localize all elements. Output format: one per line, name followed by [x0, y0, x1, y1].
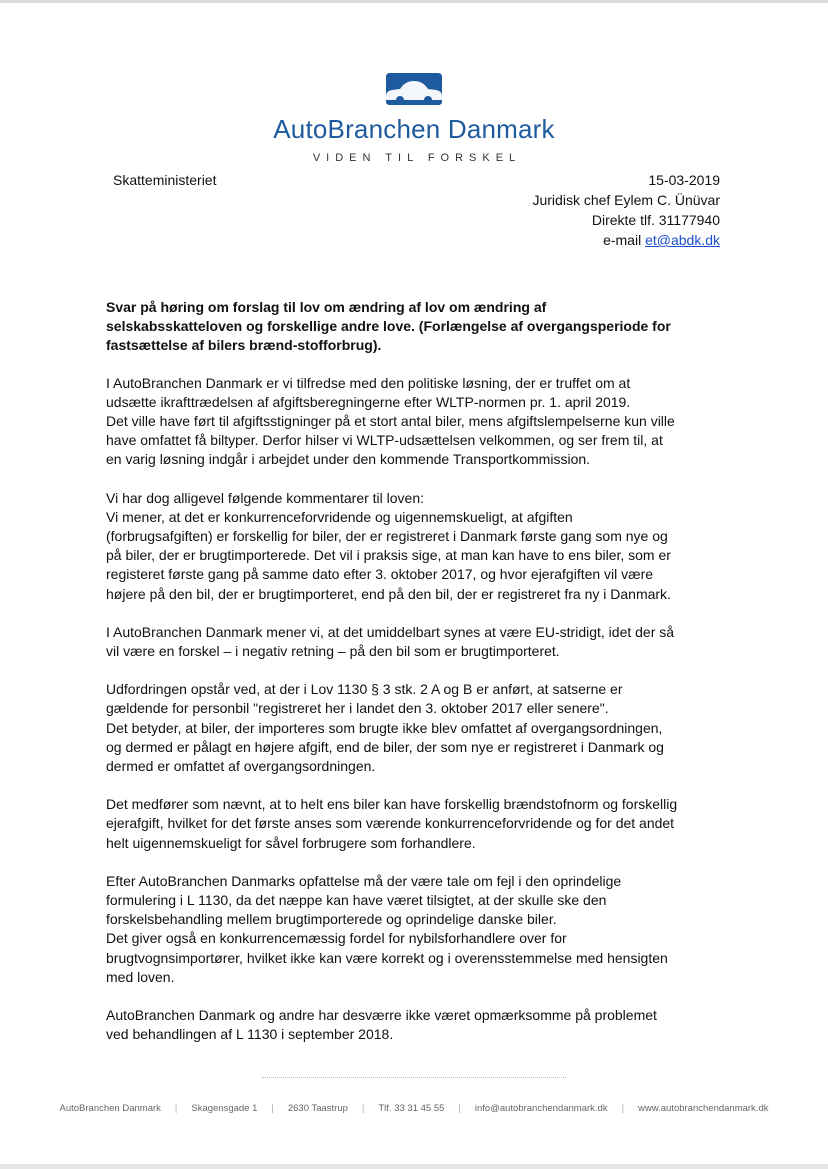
text-line: helt uigennemskueligt for såvel forbrugere som forhandlere.	[106, 834, 476, 851]
footer-phone: Tlf. 33 31 45 55	[378, 1103, 445, 1114]
subject-line: fastsættelse af bilers brænd-stofforbrug).	[106, 337, 382, 354]
footer-divider	[262, 1077, 566, 1078]
text-line: Efter AutoBranchen Danmarks opfattelse må der være tale om fejl i den oprindelige	[106, 872, 622, 889]
subject-line: Svar på høring om forslag til lov om ændring af lov om ændring af	[106, 299, 547, 315]
footer-company: AutoBranchen Danmark	[59, 1103, 161, 1114]
letter-body	[106, 298, 718, 1064]
bottom-border	[0, 1164, 828, 1169]
brand-name: AutoBranchen Danmark	[273, 114, 555, 144]
paragraph	[106, 795, 718, 853]
paragraph	[106, 374, 718, 470]
text-line: dermed er omfattet af overgangsordningen.	[106, 758, 376, 775]
paragraph	[106, 489, 718, 604]
footer-separator: |	[361, 1103, 365, 1114]
footer-website[interactable]: www.autobranchendanmark.dk	[638, 1103, 769, 1114]
text-line: på biler, der er brugtimporterede. Det vil i praksis sige, at man kan have to ens biler, som er	[106, 547, 671, 564]
sender-email-row	[532, 230, 720, 250]
text-line: ved behandlingen af L 1130 i september 2018.	[106, 1026, 394, 1043]
text-line: Det betyder, at biler, der importeres som brugte ikke blev omfattet af overgangsordningen,	[106, 719, 663, 736]
text-line: Det giver også en konkurrencemæssig fordel for nybilsforhandlere over for	[106, 930, 567, 947]
text-line: (forbrugsafgiften) er forskellig for biler, der er registreret i Danmark første gang som nye og	[106, 528, 668, 545]
sender-email-link[interactable]: et@abdk.dk	[645, 232, 720, 248]
text-line: have omfattet få biltyper. Derfor hilser vi WLTP-udsættelsen velkommen, og ser frem til, at	[106, 432, 663, 449]
text-line: Vi har dog alligevel følgende kommentarer til loven:	[106, 489, 425, 506]
text-line: registeret første gang på samme dato efter 3. oktober 2017, og hvor ejerafgiften vil være	[106, 566, 654, 583]
email-label: e-mail	[603, 232, 642, 248]
text-line: ejerafgift, hvilket for det første anses som værende konkurrenceforvridende og for det andet	[106, 815, 675, 832]
text-line: I AutoBranchen Danmark mener vi, at det umiddelbart synes at være EU-stridigt, idet der så	[106, 623, 675, 640]
car-logo-icon	[382, 72, 446, 106]
text-line: Det ville have ført til afgiftsstigninger på et stort antal biler, mens afgiftslempelserne kun ville	[106, 413, 675, 430]
text-line: Det medfører som nævnt, at to helt ens biler kan have forskellig brændstofnorm og forskellig	[106, 796, 678, 813]
text-line: højere på den bil, der er brugtimporteret, end på den bil, der er registreret fra ny i Danmark.	[106, 585, 671, 602]
letter-date: 15-03-2019	[648, 172, 720, 188]
footer-email[interactable]: info@autobranchendanmark.dk	[474, 1103, 608, 1114]
text-line: Vi mener, at det er konkurrenceforvridende og uigennemskueligt, at afgiften	[106, 508, 573, 525]
text-line: Udfordringen opstår ved, at der i Lov 1130 § 3 stk. 2 A og B er anført, at satserne er	[106, 681, 623, 698]
sender-name: Juridisk chef Eylem C. Ünüvar	[532, 192, 720, 208]
sender-phone: Direkte tlf. 31177940	[591, 212, 720, 228]
text-line: og dermed er pålagt en højere afgift, end de biler, der som nye er registreret i Danmark og	[106, 738, 664, 755]
brand-tagline: VIDEN TIL FORSKEL	[312, 152, 522, 164]
footer-separator: |	[621, 1103, 625, 1114]
text-line: med loven.	[106, 968, 175, 985]
paragraph	[106, 623, 718, 661]
text-line: AutoBranchen Danmark og andre har desværre ikke været opmærksomme på problemet	[106, 1007, 657, 1024]
footer-separator: |	[271, 1103, 274, 1114]
text-line: I AutoBranchen Danmark er vi tilfredse med den politiske løsning, der er truffet om at	[106, 374, 631, 391]
footer-city: 2630 Taastrup	[287, 1103, 348, 1114]
footer-street: Skagensgade 1	[191, 1103, 258, 1114]
paragraph	[106, 872, 718, 987]
text-line: vil være en forskel – i negativ retning – på den bil som er brugtimporteret.	[106, 643, 560, 660]
top-border	[0, 0, 828, 3]
letter-subject	[106, 298, 718, 356]
subject-line: selskabsskatteloven og forskellige andre love. (Forlængelse af overgangsperiode for	[106, 318, 671, 335]
paragraph	[106, 680, 718, 776]
footer-separator: |	[458, 1103, 461, 1114]
recipient: Skatteministeriet	[113, 172, 217, 188]
text-line: brugtvognsimportører, hvilket ikke kan være korrekt og i overensstemmelse med hensigten	[106, 949, 668, 966]
page-footer	[0, 1103, 828, 1114]
letterhead-logo	[0, 72, 828, 164]
text-line: formulering i L 1130, da det næppe kan have været tilsigtet, at der skulle ske den	[106, 892, 607, 909]
text-line: forskelsbehandling mellem brugtimporterede og oprindelige danske biler.	[106, 911, 557, 928]
sender-block	[532, 170, 720, 250]
text-line: udsætte ikrafttrædelsen af afgiftsberegningerne efter WLTP-normen pr. 1. april 2019.	[106, 393, 631, 410]
text-line: en varig løsning indgår i arbejdet under den kommende Transportkommission.	[106, 451, 591, 468]
text-line: gældende for personbil "registreret her i landet den 3. oktober 2017 eller senere".	[106, 700, 609, 717]
paragraph	[106, 1006, 718, 1044]
footer-separator: |	[174, 1103, 178, 1114]
